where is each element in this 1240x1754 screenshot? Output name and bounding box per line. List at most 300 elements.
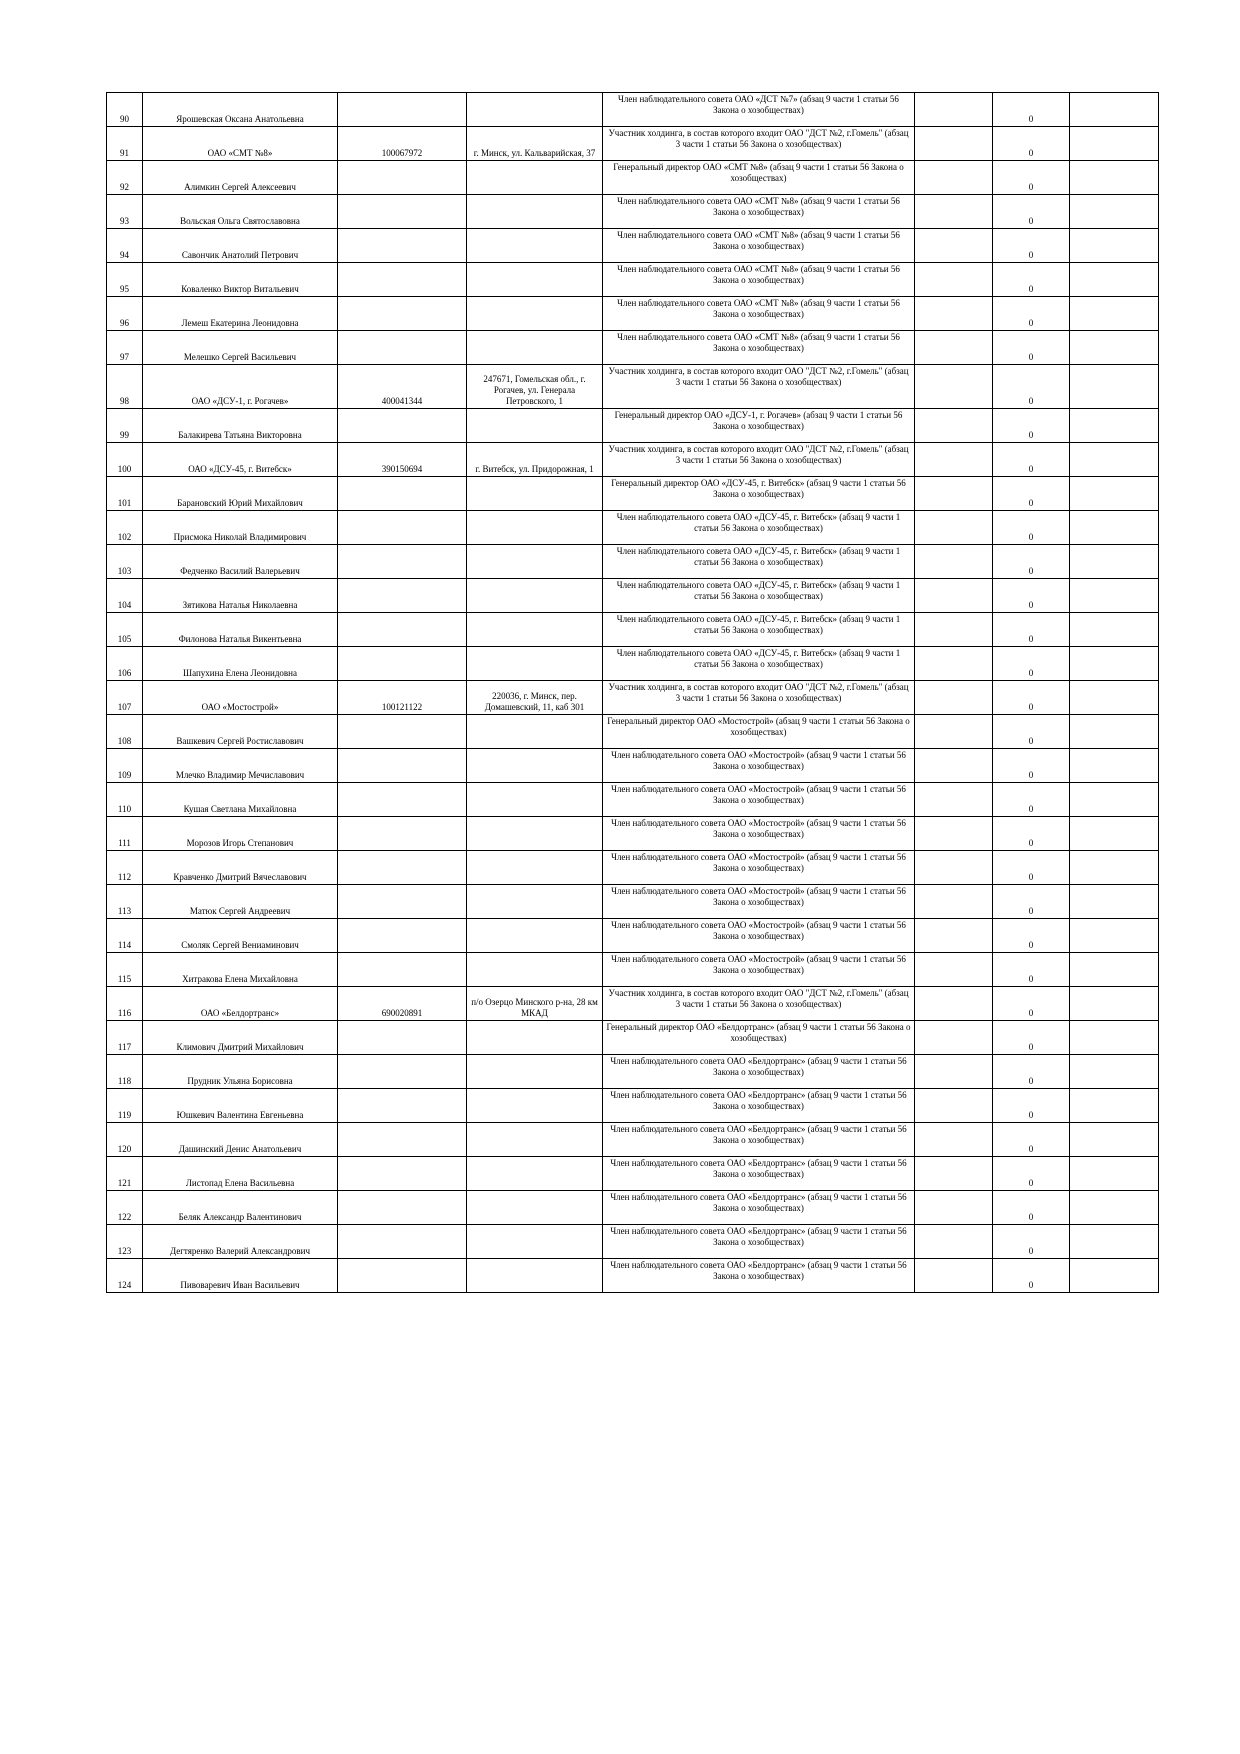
row-number: 107 [107, 681, 143, 715]
affiliation-basis: Член наблюдательного совета ОАО «ДСУ-45, г. Витебск» (абзац 9 части 1 статьи 56 Закона о хозобществах) [603, 647, 915, 681]
registration-number [338, 93, 467, 127]
table-row [107, 1123, 1159, 1157]
share-value: 0 [993, 715, 1070, 749]
extra-cell [1070, 919, 1159, 953]
extra-cell [1070, 511, 1159, 545]
extra-cell [1070, 1225, 1159, 1259]
share-value: 0 [993, 919, 1070, 953]
affiliation-date [915, 161, 993, 195]
row-number: 104 [107, 579, 143, 613]
affiliation-date [915, 365, 993, 409]
entity-name: ОАО «ДСУ-1, г. Рогачев» [143, 365, 338, 409]
row-number: 115 [107, 953, 143, 987]
affiliation-basis: Генеральный директор ОАО «ДСУ-1, г. Рогачев» (абзац 9 части 1 статьи 56 Закона о хозобществах) [603, 409, 915, 443]
registration-number: 400041344 [338, 365, 467, 409]
entity-name: Климович Дмитрий Михайлович [143, 1021, 338, 1055]
share-value: 0 [993, 783, 1070, 817]
table-row [107, 229, 1159, 263]
affiliation-basis: Член наблюдательного совета ОАО «Мостострой» (абзац 9 части 1 статьи 56 Закона о хозобществах) [603, 783, 915, 817]
entity-address: п/о Озерцо Минского р-на, 28 км МКАД [467, 987, 603, 1021]
row-number: 120 [107, 1123, 143, 1157]
share-value: 0 [993, 229, 1070, 263]
registration-number [338, 783, 467, 817]
table-row [107, 93, 1159, 127]
table-body [107, 93, 1159, 1293]
registration-number [338, 1225, 467, 1259]
entity-address [467, 1055, 603, 1089]
share-value: 0 [993, 511, 1070, 545]
entity-name: Морозов Игорь Степанович [143, 817, 338, 851]
affiliation-date [915, 409, 993, 443]
affiliation-date [915, 919, 993, 953]
entity-address [467, 613, 603, 647]
entity-address [467, 1225, 603, 1259]
affiliation-basis: Член наблюдательного совета ОАО «Мостострой» (абзац 9 части 1 статьи 56 Закона о хозобществах) [603, 885, 915, 919]
row-number: 102 [107, 511, 143, 545]
registration-number [338, 579, 467, 613]
row-number: 96 [107, 297, 143, 331]
affiliation-basis: Член наблюдательного совета ОАО «ДСТ №7» (абзац 9 части 1 статьи 56 Закона о хозобществах) [603, 93, 915, 127]
share-value: 0 [993, 1157, 1070, 1191]
entity-address: 220036, г. Минск, пер. Домашевский, 11, каб 301 [467, 681, 603, 715]
row-number: 99 [107, 409, 143, 443]
affiliation-date [915, 1259, 993, 1293]
share-value: 0 [993, 297, 1070, 331]
affiliation-basis: Участник холдинга, в состав которого входит ОАО "ДСТ №2, г.Гомель" (абзац 3 части 1 статьи 56 Закона о хозобществах) [603, 443, 915, 477]
affiliation-basis: Член наблюдательного совета ОАО «Белдортранс» (абзац 9 части 1 статьи 56 Закона о хозобществах) [603, 1259, 915, 1293]
row-number: 94 [107, 229, 143, 263]
affiliation-basis: Генеральный директор ОАО «Мостострой» (абзац 9 части 1 статьи 56 Закона о хозобществах) [603, 715, 915, 749]
entity-name: Млечко Владимир Мечиславович [143, 749, 338, 783]
extra-cell [1070, 297, 1159, 331]
entity-name: Шапухина Елена Леонидовна [143, 647, 338, 681]
registration-number: 100067972 [338, 127, 467, 161]
table-row [107, 263, 1159, 297]
table-row [107, 613, 1159, 647]
affiliation-basis: Член наблюдательного совета ОАО «Мостострой» (абзац 9 части 1 статьи 56 Закона о хозобществах) [603, 817, 915, 851]
entity-name: Вашкевич Сергей Ростиславович [143, 715, 338, 749]
affiliation-date [915, 1157, 993, 1191]
registration-number [338, 1191, 467, 1225]
table-row [107, 647, 1159, 681]
affiliation-date [915, 1123, 993, 1157]
entity-address [467, 579, 603, 613]
registration-number [338, 749, 467, 783]
entity-name: Кушая Светлана Михайловна [143, 783, 338, 817]
table-row [107, 127, 1159, 161]
registration-number [338, 1157, 467, 1191]
row-number: 114 [107, 919, 143, 953]
extra-cell [1070, 161, 1159, 195]
affiliation-date [915, 1055, 993, 1089]
table-row [107, 409, 1159, 443]
entity-address [467, 545, 603, 579]
extra-cell [1070, 885, 1159, 919]
entity-name: Пивоваревич Иван Васильевич [143, 1259, 338, 1293]
affiliation-date [915, 851, 993, 885]
entity-address [467, 851, 603, 885]
row-number: 122 [107, 1191, 143, 1225]
affiliation-date [915, 93, 993, 127]
affiliation-basis: Член наблюдательного совета ОАО «ДСУ-45, г. Витебск» (абзац 9 части 1 статьи 56 Закона о хозобществах) [603, 579, 915, 613]
affiliation-date [915, 613, 993, 647]
table-row [107, 579, 1159, 613]
row-number: 91 [107, 127, 143, 161]
affiliation-basis: Участник холдинга, в состав которого входит ОАО "ДСТ №2, г.Гомель" (абзац 3 части 1 статьи 56 Закона о хозобществах) [603, 127, 915, 161]
table-row [107, 195, 1159, 229]
entity-address [467, 885, 603, 919]
affiliation-date [915, 579, 993, 613]
registration-number [338, 545, 467, 579]
share-value: 0 [993, 365, 1070, 409]
affiliation-basis: Член наблюдательного совета ОАО «Мостострой» (абзац 9 части 1 статьи 56 Закона о хозобществах) [603, 919, 915, 953]
table-row [107, 1191, 1159, 1225]
extra-cell [1070, 953, 1159, 987]
share-value: 0 [993, 263, 1070, 297]
row-number: 113 [107, 885, 143, 919]
row-number: 100 [107, 443, 143, 477]
extra-cell [1070, 851, 1159, 885]
row-number: 111 [107, 817, 143, 851]
share-value: 0 [993, 443, 1070, 477]
affiliates-table [106, 92, 1159, 1293]
affiliation-basis: Член наблюдательного совета ОАО «СМТ №8» (абзац 9 части 1 статьи 56 Закона о хозобществах) [603, 263, 915, 297]
share-value: 0 [993, 93, 1070, 127]
row-number: 106 [107, 647, 143, 681]
row-number: 124 [107, 1259, 143, 1293]
extra-cell [1070, 1089, 1159, 1123]
share-value: 0 [993, 885, 1070, 919]
registration-number [338, 511, 467, 545]
extra-cell [1070, 579, 1159, 613]
table-row [107, 749, 1159, 783]
row-number: 118 [107, 1055, 143, 1089]
extra-cell [1070, 1021, 1159, 1055]
share-value: 0 [993, 1259, 1070, 1293]
entity-name: Дегтяренко Валерий Александрович [143, 1225, 338, 1259]
extra-cell [1070, 1191, 1159, 1225]
registration-number [338, 409, 467, 443]
entity-address [467, 647, 603, 681]
share-value: 0 [993, 579, 1070, 613]
registration-number [338, 953, 467, 987]
entity-name: Кравченко Дмитрий Вячеславович [143, 851, 338, 885]
entity-name: Матюк Сергей Андреевич [143, 885, 338, 919]
table-row [107, 885, 1159, 919]
entity-address: г. Витебск, ул. Придорожная, 1 [467, 443, 603, 477]
registration-number [338, 1055, 467, 1089]
affiliation-date [915, 331, 993, 365]
affiliation-basis: Участник холдинга, в состав которого входит ОАО "ДСТ №2, г.Гомель" (абзац 3 части 1 статьи 56 Закона о хозобществах) [603, 681, 915, 715]
entity-name: ОАО «СМТ №8» [143, 127, 338, 161]
extra-cell [1070, 987, 1159, 1021]
row-number: 90 [107, 93, 143, 127]
entity-address [467, 1191, 603, 1225]
entity-address [467, 195, 603, 229]
entity-name: ОАО «ДСУ-45, г. Витебск» [143, 443, 338, 477]
entity-address [467, 1021, 603, 1055]
entity-address [467, 263, 603, 297]
extra-cell [1070, 263, 1159, 297]
share-value: 0 [993, 749, 1070, 783]
affiliation-date [915, 783, 993, 817]
table-row [107, 783, 1159, 817]
entity-address [467, 783, 603, 817]
entity-address [467, 1123, 603, 1157]
share-value: 0 [993, 681, 1070, 715]
extra-cell [1070, 749, 1159, 783]
share-value: 0 [993, 647, 1070, 681]
entity-name: ОАО «Белдортранс» [143, 987, 338, 1021]
entity-address: г. Минск, ул. Кальварийская, 37 [467, 127, 603, 161]
affiliation-date [915, 545, 993, 579]
table-row [107, 443, 1159, 477]
table-row [107, 1021, 1159, 1055]
table-row [107, 953, 1159, 987]
affiliation-date [915, 647, 993, 681]
table-row [107, 365, 1159, 409]
affiliation-date [915, 263, 993, 297]
affiliation-basis: Генеральный директор ОАО «СМТ №8» (абзац 9 части 1 статьи 56 Закона о хозобществах) [603, 161, 915, 195]
entity-address [467, 229, 603, 263]
affiliation-basis: Член наблюдательного совета ОАО «СМТ №8» (абзац 9 части 1 статьи 56 Закона о хозобществах) [603, 195, 915, 229]
entity-name: ОАО «Мостострой» [143, 681, 338, 715]
entity-address [467, 1157, 603, 1191]
entity-address [467, 477, 603, 511]
registration-number [338, 263, 467, 297]
affiliation-basis: Член наблюдательного совета ОАО «Белдортранс» (абзац 9 части 1 статьи 56 Закона о хозобществах) [603, 1191, 915, 1225]
extra-cell [1070, 1259, 1159, 1293]
registration-number [338, 1123, 467, 1157]
affiliation-basis: Член наблюдательного совета ОАО «ДСУ-45, г. Витебск» (абзац 9 части 1 статьи 56 Закона о хозобществах) [603, 511, 915, 545]
entity-address: 247671, Гомельская обл., г. Рогачев, ул. Генерала Петровского, 1 [467, 365, 603, 409]
extra-cell [1070, 817, 1159, 851]
extra-cell [1070, 365, 1159, 409]
share-value: 0 [993, 545, 1070, 579]
extra-cell [1070, 127, 1159, 161]
registration-number [338, 647, 467, 681]
row-number: 109 [107, 749, 143, 783]
affiliation-date [915, 443, 993, 477]
row-number: 105 [107, 613, 143, 647]
share-value: 0 [993, 1021, 1070, 1055]
share-value: 0 [993, 1055, 1070, 1089]
entity-name: Барановский Юрий Михайлович [143, 477, 338, 511]
entity-name: Юшкевич Валентина Евгеньевна [143, 1089, 338, 1123]
entity-name: Мелешко Сергей Васильевич [143, 331, 338, 365]
registration-number [338, 477, 467, 511]
affiliation-basis: Член наблюдательного совета ОАО «Мостострой» (абзац 9 части 1 статьи 56 Закона о хозобществах) [603, 749, 915, 783]
affiliation-basis: Член наблюдательного совета ОАО «Белдортранс» (абзац 9 части 1 статьи 56 Закона о хозобществах) [603, 1157, 915, 1191]
entity-name: Беляк Александр Валентинович [143, 1191, 338, 1225]
registration-number [338, 715, 467, 749]
row-number: 117 [107, 1021, 143, 1055]
affiliation-basis: Член наблюдательного совета ОАО «Мостострой» (абзац 9 части 1 статьи 56 Закона о хозобществах) [603, 851, 915, 885]
share-value: 0 [993, 851, 1070, 885]
entity-address [467, 817, 603, 851]
extra-cell [1070, 545, 1159, 579]
affiliation-basis: Член наблюдательного совета ОАО «ДСУ-45, г. Витебск» (абзац 9 части 1 статьи 56 Закона о хозобществах) [603, 613, 915, 647]
affiliation-date [915, 229, 993, 263]
share-value: 0 [993, 953, 1070, 987]
entity-address [467, 919, 603, 953]
extra-cell [1070, 477, 1159, 511]
registration-number [338, 297, 467, 331]
entity-name: Хитракова Елена Михайловна [143, 953, 338, 987]
row-number: 103 [107, 545, 143, 579]
affiliation-basis: Член наблюдательного совета ОАО «СМТ №8» (абзац 9 части 1 статьи 56 Закона о хозобществах) [603, 297, 915, 331]
extra-cell [1070, 331, 1159, 365]
table-row [107, 1055, 1159, 1089]
share-value: 0 [993, 1089, 1070, 1123]
affiliation-date [915, 885, 993, 919]
extra-cell [1070, 715, 1159, 749]
entity-name: Присмока Николай Владимирович [143, 511, 338, 545]
share-value: 0 [993, 127, 1070, 161]
entity-name: Савончик Анатолий Петрович [143, 229, 338, 263]
share-value: 0 [993, 1225, 1070, 1259]
entity-name: Коваленко Виктор Витальевич [143, 263, 338, 297]
share-value: 0 [993, 331, 1070, 365]
table-row [107, 511, 1159, 545]
entity-name: Филонова Наталья Викентьевна [143, 613, 338, 647]
registration-number [338, 851, 467, 885]
affiliation-basis: Генеральный директор ОАО «Белдортранс» (абзац 9 части 1 статьи 56 Закона о хозобществах) [603, 1021, 915, 1055]
row-number: 121 [107, 1157, 143, 1191]
row-number: 112 [107, 851, 143, 885]
affiliation-date [915, 987, 993, 1021]
entity-address [467, 749, 603, 783]
share-value: 0 [993, 477, 1070, 511]
affiliation-basis: Член наблюдательного совета ОАО «СМТ №8» (абзац 9 части 1 статьи 56 Закона о хозобществах) [603, 331, 915, 365]
entity-address [467, 953, 603, 987]
extra-cell [1070, 647, 1159, 681]
affiliation-date [915, 953, 993, 987]
affiliation-basis: Участник холдинга, в состав которого входит ОАО "ДСТ №2, г.Гомель" (абзац 3 части 1 статьи 56 Закона о хозобществах) [603, 987, 915, 1021]
entity-name: Балакирева Татьяна Викторовна [143, 409, 338, 443]
extra-cell [1070, 443, 1159, 477]
share-value: 0 [993, 1191, 1070, 1225]
extra-cell [1070, 1123, 1159, 1157]
affiliation-basis: Член наблюдательного совета ОАО «Белдортранс» (абзац 9 части 1 статьи 56 Закона о хозобществах) [603, 1225, 915, 1259]
entity-name: Ярошевская Оксана Анатольевна [143, 93, 338, 127]
row-number: 98 [107, 365, 143, 409]
row-number: 110 [107, 783, 143, 817]
share-value: 0 [993, 987, 1070, 1021]
entity-address [467, 409, 603, 443]
share-value: 0 [993, 409, 1070, 443]
registration-number [338, 613, 467, 647]
share-value: 0 [993, 817, 1070, 851]
table-row [107, 297, 1159, 331]
entity-name: Дашинский Денис Анатольевич [143, 1123, 338, 1157]
extra-cell [1070, 1055, 1159, 1089]
table-row [107, 1259, 1159, 1293]
registration-number: 690020891 [338, 987, 467, 1021]
table-row [107, 545, 1159, 579]
entity-name: Прудник Ульяна Борисовна [143, 1055, 338, 1089]
affiliation-basis: Член наблюдательного совета ОАО «СМТ №8» (абзац 9 части 1 статьи 56 Закона о хозобществах) [603, 229, 915, 263]
entity-address [467, 1089, 603, 1123]
affiliation-date [915, 715, 993, 749]
affiliation-date [915, 1225, 993, 1259]
table-row [107, 477, 1159, 511]
affiliation-date [915, 195, 993, 229]
table-row [107, 1157, 1159, 1191]
entity-name: Алимкин Сергей Алексеевич [143, 161, 338, 195]
extra-cell [1070, 613, 1159, 647]
table-row [107, 715, 1159, 749]
entity-address [467, 511, 603, 545]
affiliation-date [915, 1021, 993, 1055]
entity-address [467, 161, 603, 195]
registration-number [338, 195, 467, 229]
affiliation-basis: Член наблюдательного совета ОАО «Белдортранс» (абзац 9 части 1 статьи 56 Закона о хозобществах) [603, 1089, 915, 1123]
affiliation-date [915, 127, 993, 161]
extra-cell [1070, 783, 1159, 817]
extra-cell [1070, 681, 1159, 715]
affiliation-date [915, 297, 993, 331]
row-number: 116 [107, 987, 143, 1021]
registration-number [338, 161, 467, 195]
table-row [107, 851, 1159, 885]
table-row [107, 331, 1159, 365]
row-number: 119 [107, 1089, 143, 1123]
registration-number [338, 885, 467, 919]
entity-name: Смоляк Сергей Вениаминович [143, 919, 338, 953]
row-number: 101 [107, 477, 143, 511]
affiliation-basis: Член наблюдательного совета ОАО «Мостострой» (абзац 9 части 1 статьи 56 Закона о хозобществах) [603, 953, 915, 987]
entity-address [467, 331, 603, 365]
affiliation-date [915, 1089, 993, 1123]
registration-number [338, 817, 467, 851]
entity-address [467, 1259, 603, 1293]
share-value: 0 [993, 195, 1070, 229]
entity-address [467, 715, 603, 749]
row-number: 108 [107, 715, 143, 749]
extra-cell [1070, 195, 1159, 229]
extra-cell [1070, 229, 1159, 263]
registration-number: 390150694 [338, 443, 467, 477]
entity-name: Вольская Ольга Святославовна [143, 195, 338, 229]
registration-number: 100121122 [338, 681, 467, 715]
extra-cell [1070, 93, 1159, 127]
table-row [107, 681, 1159, 715]
table-row [107, 987, 1159, 1021]
entity-name: Зятикова Наталья Николаевна [143, 579, 338, 613]
affiliation-basis: Генеральный директор ОАО «ДСУ-45, г. Витебск» (абзац 9 части 1 статьи 56 Закона о хозобществах) [603, 477, 915, 511]
registration-number [338, 229, 467, 263]
registration-number [338, 1259, 467, 1293]
affiliation-basis: Участник холдинга, в состав которого входит ОАО "ДСТ №2, г.Гомель" (абзац 3 части 1 статьи 56 Закона о хозобществах) [603, 365, 915, 409]
row-number: 97 [107, 331, 143, 365]
entity-name: Листопад Елена Васильевна [143, 1157, 338, 1191]
share-value: 0 [993, 613, 1070, 647]
entity-name: Лемеш Екатерина Леонидовна [143, 297, 338, 331]
table-row [107, 161, 1159, 195]
extra-cell [1070, 1157, 1159, 1191]
table-row [107, 1225, 1159, 1259]
affiliation-date [915, 1191, 993, 1225]
affiliation-date [915, 511, 993, 545]
entity-address [467, 297, 603, 331]
row-number: 123 [107, 1225, 143, 1259]
entity-address [467, 93, 603, 127]
table-row [107, 919, 1159, 953]
table-row [107, 817, 1159, 851]
affiliation-date [915, 749, 993, 783]
share-value: 0 [993, 1123, 1070, 1157]
